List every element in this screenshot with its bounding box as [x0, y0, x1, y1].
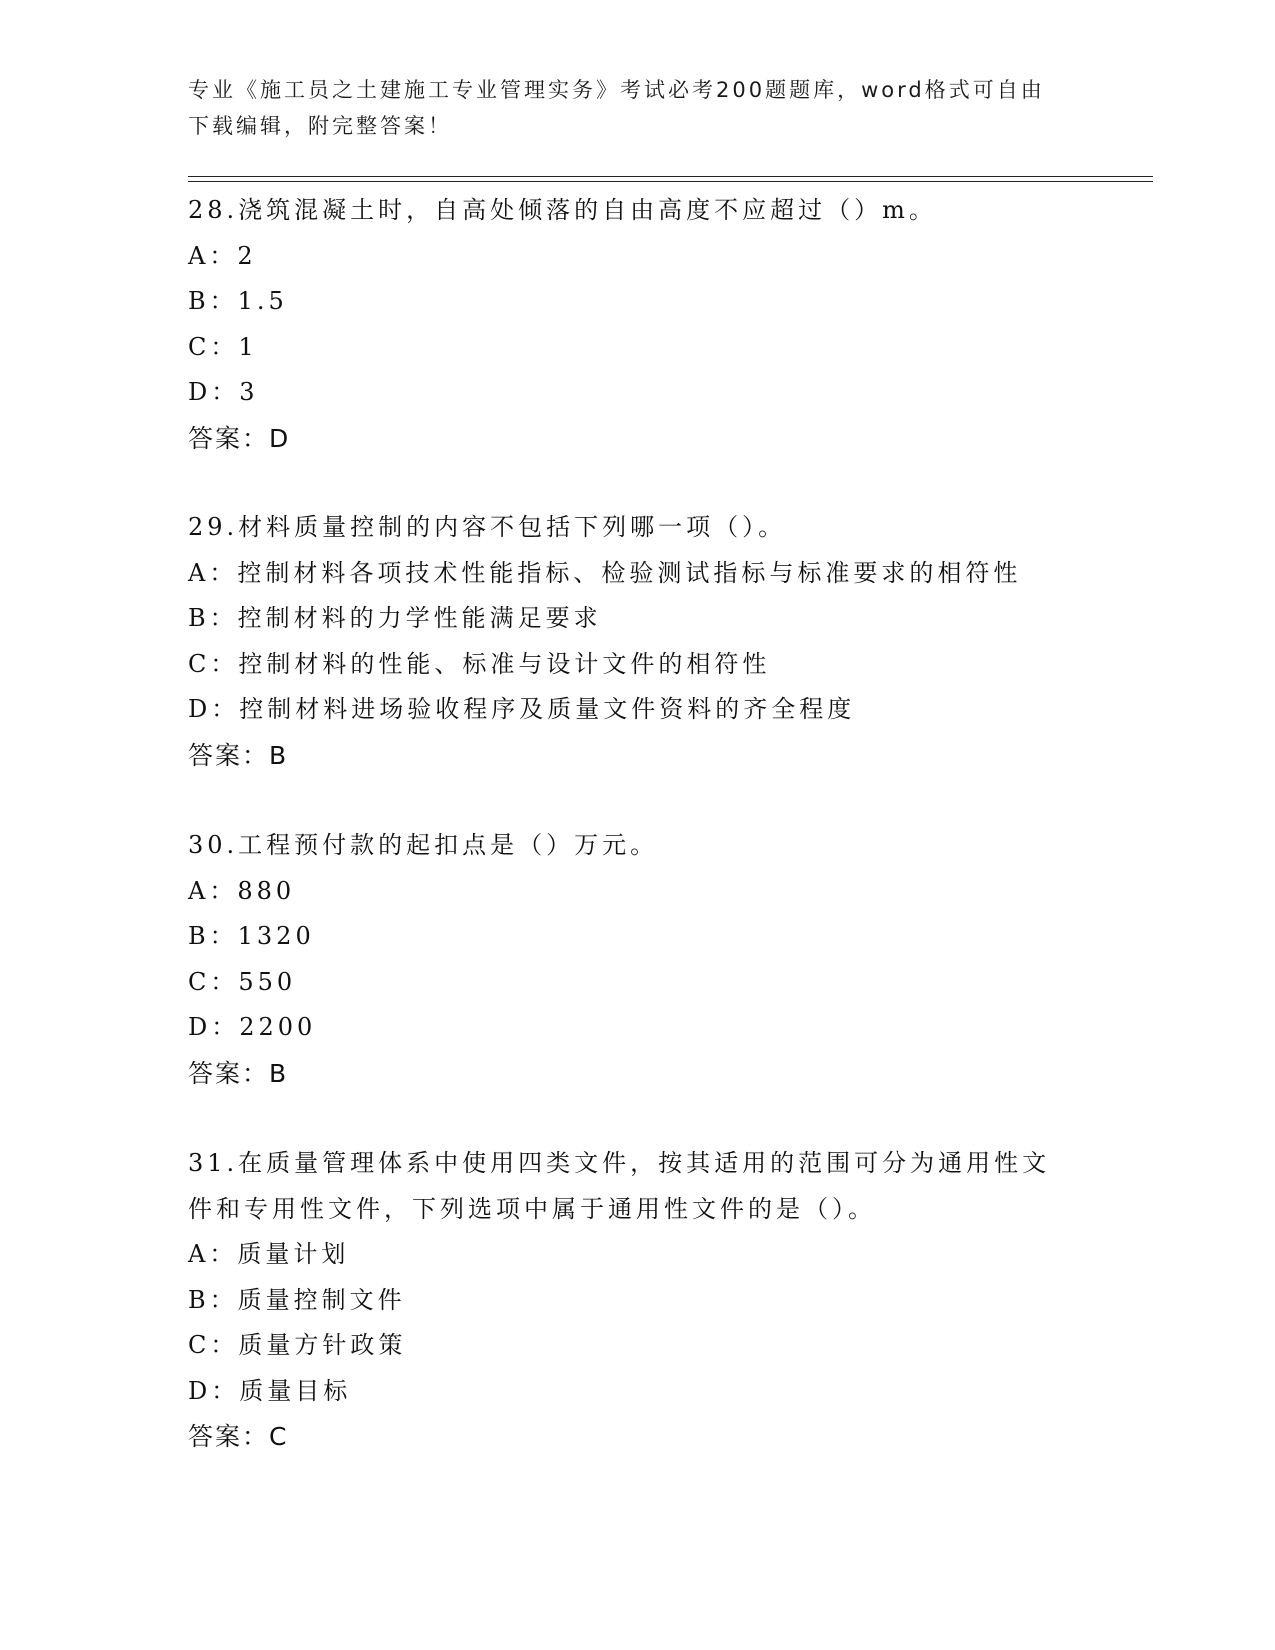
- option-d: D：3: [188, 378, 259, 406]
- answer-line: 答案：C: [188, 1422, 289, 1451]
- option-b: B：控制材料的力学性能满足要求: [188, 604, 602, 632]
- option-d: D：控制材料进场验收程序及质量文件资料的齐全程度: [188, 695, 856, 723]
- option-a: A：控制材料各项技术性能指标、检验测试指标与标准要求的相符性: [188, 558, 1022, 587]
- option-a: A：2: [188, 241, 257, 270]
- question-stem: 30.工程预付款的起扣点是（）万元。: [188, 831, 659, 859]
- option-a: A：质量计划: [188, 1240, 350, 1268]
- answer-line: 答案：B: [188, 740, 289, 770]
- document-header: [188, 72, 1068, 144]
- question-stem-line-2: 件和专用性文件，下列选项中属于通用性文件的是（）。: [188, 1194, 876, 1223]
- header-divider-bottom: [188, 181, 1153, 182]
- header-line-2: 下载编辑，附完整答案！: [188, 114, 452, 138]
- option-b: B：1320: [188, 922, 315, 950]
- question-stem: 28.浇筑混凝土时，自高处倾落的自由高度不应超过（）m。: [188, 196, 937, 224]
- option-d: D：2200: [188, 1013, 317, 1041]
- header-line-1: 专业《施工员之土建施工专业管理实务》考试必考200题题库，word格式可自由: [188, 78, 1045, 102]
- option-c: C：550: [188, 967, 297, 996]
- question-30: [188, 823, 1088, 1096]
- question-stem-line-1: 31.在质量管理体系中使用四类文件，按其适用的范围可分为通用性文: [188, 1149, 1051, 1177]
- header-divider-top: [188, 176, 1153, 177]
- question-28: [188, 188, 1088, 461]
- question-stem: 29.材料质量控制的内容不包括下列哪一项（）。: [188, 513, 787, 541]
- option-c: C：1: [188, 332, 258, 361]
- option-d: D：质量目标: [188, 1376, 352, 1405]
- option-c: C：控制材料的性能、标准与设计文件的相符性: [188, 649, 771, 678]
- option-b: B：1.5: [188, 287, 288, 315]
- answer-line: 答案：B: [188, 1058, 289, 1088]
- option-b: B：质量控制文件: [188, 1285, 406, 1314]
- answer-line: 答案：D: [188, 423, 291, 453]
- question-31: [188, 1141, 1088, 1459]
- option-a: A：880: [188, 876, 296, 905]
- option-c: C：质量方针政策: [188, 1331, 407, 1359]
- question-29: [188, 505, 1088, 778]
